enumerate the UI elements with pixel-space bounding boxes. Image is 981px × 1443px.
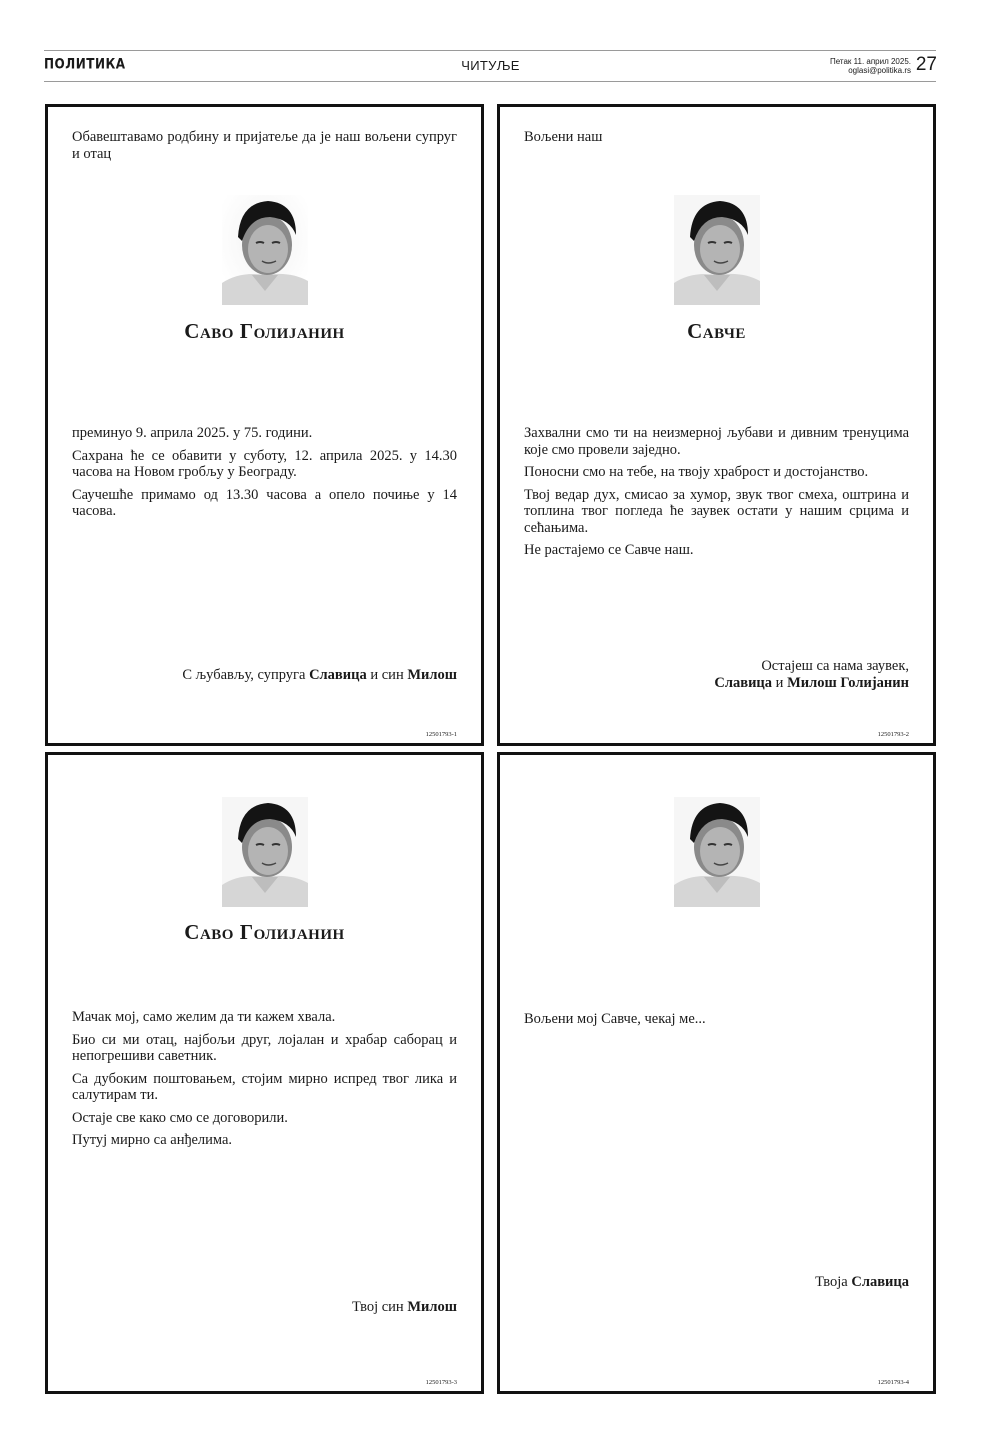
header-rule-bottom [44, 81, 936, 82]
portrait-photo [222, 195, 308, 305]
ad-code: 12501793-2 [877, 731, 909, 738]
signature-text: и [772, 674, 788, 691]
masthead-logo: ПОЛИТИКА [44, 55, 126, 73]
portrait-image [222, 195, 308, 305]
contact-email: oglasi@politika.rs [848, 66, 911, 75]
signature-text: Твој син [351, 1299, 408, 1315]
portrait-photo [222, 797, 308, 907]
signature-text: Твоја [815, 1274, 852, 1290]
portrait-image [222, 797, 308, 907]
ad-code: 12501793-4 [877, 1379, 909, 1386]
notice-body [524, 425, 909, 565]
paragraph: Мачак мој, само желим да ти кажем хвала. [72, 1009, 336, 1025]
signature-name: Славица [851, 1274, 909, 1290]
obituary-notice-4 [497, 752, 936, 1394]
paragraph: Саучешће примамо од 13.30 часова а опело почиње у 14 часова. [72, 486, 457, 519]
page-number: 27 [915, 54, 937, 75]
paragraph: Био си ми отац, најбољи друг, лојалан и храбар саборац и непогрешиви саветник. [72, 1031, 457, 1064]
signature-text: С љубављу, супруга [182, 667, 310, 683]
paragraph: Твој ведар дух, смисао за хумор, звук твог смеха, оштрина и топлина твог погледа ће заувек остати у нашим срцима и сећањима. [524, 486, 909, 536]
signature-name: Милош Голијанин [787, 674, 909, 691]
deceased-name: Саво Голијанин [184, 319, 345, 343]
paragraph: Поносни смо на тебе, на твоју храброст и достојанство. [524, 464, 869, 480]
signature-text: Остајеш са нама заувек, [761, 658, 909, 674]
notice-body [524, 1011, 909, 1034]
header-rule-top [44, 50, 936, 51]
paragraph: Сахрана ће се обавити у суботу, 12. априла 2025. у 14.30 часова на Новом гробљу у Београду. [72, 447, 457, 480]
paragraph: преминуо 9. априла 2025. у 75. години. [72, 425, 313, 441]
paragraph: Вољени мој Савче, чекај ме... [524, 1011, 706, 1027]
signature-name: Милош [407, 1299, 457, 1315]
notice-signature [352, 1299, 457, 1316]
paragraph: Захвални смо ти на неизмерној љубави и дивним тренуцима које смо провели заједно. [524, 425, 909, 458]
portrait-image [674, 195, 760, 305]
notice-body [72, 1009, 457, 1155]
notice-signature [182, 667, 457, 684]
signature-name: Милош [407, 667, 457, 683]
obituary-notice-2 [497, 104, 936, 746]
signature-name: Славица [714, 674, 773, 691]
obituary-notice-1 [45, 104, 484, 746]
portrait-photo [674, 195, 760, 305]
section-title: ЧИТУЉЕ [461, 58, 520, 73]
signature-text: и син [366, 667, 408, 683]
header-meta [830, 57, 911, 75]
notice-intro: Вољени наш [524, 129, 603, 145]
paragraph: Остаје све како смо се договорили. [72, 1109, 288, 1126]
notice-body [72, 425, 457, 526]
signature-name: Славица [309, 667, 367, 683]
issue-date: Петак 11. април 2025. [829, 57, 911, 66]
deceased-name: Саво Голијанин [184, 920, 345, 944]
ad-code: 12501793-1 [425, 731, 457, 738]
obituary-notice-3 [45, 752, 484, 1394]
portrait-image [674, 797, 760, 907]
paragraph: Са дубоким поштовањем, стојим мирно испред твог лика и салутирам ти. [72, 1070, 457, 1103]
paragraph: Не растајемо се Савче наш. [524, 542, 694, 558]
signature-names [714, 675, 909, 692]
deceased-name: Савче [687, 319, 746, 343]
notice-signature [714, 658, 909, 691]
notice-signature [815, 1274, 909, 1291]
portrait-photo [674, 797, 760, 907]
notice-intro: Обавештавамо родбину и пријатеље да је наш вољени супруг и отац [72, 129, 457, 162]
ad-code: 12501793-3 [425, 1379, 457, 1386]
paragraph: Путуј мирно са анђелима. [72, 1132, 233, 1148]
